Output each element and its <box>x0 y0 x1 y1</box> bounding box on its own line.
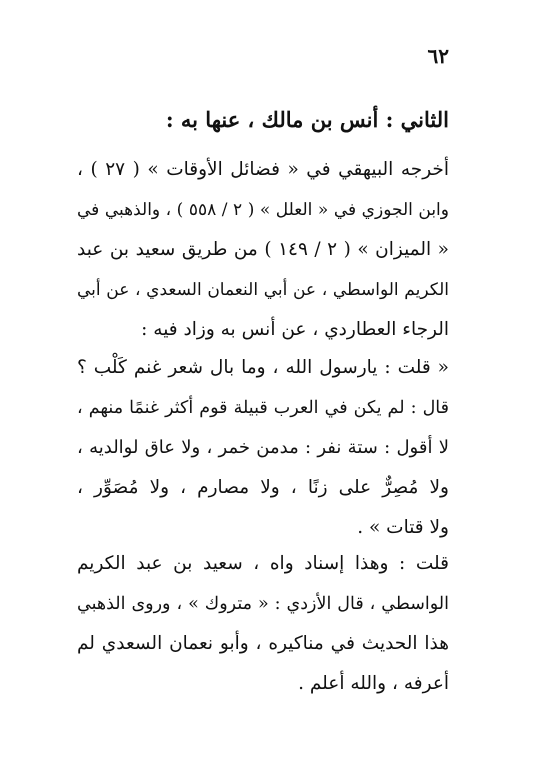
text-line: ولا مُصِرٌّ على زنًا ، ولا مصارم ، ولا مُصَوِّر ، <box>77 477 449 498</box>
text-line: وابن الجوزي في « العلل » ( ٢ / ٥٥٨ ) ، والذهبي في <box>77 200 449 220</box>
text-line: أعرفه ، والله أعلم . <box>298 673 449 694</box>
text-line: قلت : وهذا إسناد واه ، سعيد بن عبد الكريم <box>77 553 449 574</box>
text-line: « الميزان » ( ٢ / ١٤٩ ) من طريق سعيد بن عبد <box>77 239 449 260</box>
paragraph-commentary <box>77 544 449 704</box>
paragraph-sources <box>77 150 449 350</box>
text-line: « قلت : يارسول الله ، وما بال شعر غنم كَلْب ؟ <box>77 357 449 378</box>
text-line: الواسطي ، قال الأزدي : « متروك » ، وروى الذهبي <box>77 594 449 614</box>
text-line: الرجاء العطاردي ، عن أنس به وزاد فيه : <box>141 319 449 340</box>
text-line: قال : لم يكن في العرب قبيلة قوم أكثر غنمًا منهم ، <box>77 398 449 418</box>
section-heading: الثاني : أنس بن مالك ، عنها به : <box>165 107 449 132</box>
page-number: ٦٢ <box>427 44 449 68</box>
text-line: لا أقول : ستة نفر : مدمن خمر ، ولا عاق لوالديه ، <box>77 437 449 458</box>
text-line: أخرجه البيهقي في « فضائل الأوقات » ( ٢٧ ) ، <box>77 159 449 180</box>
text-line: الكريم الواسطي ، عن أبي النعمان السعدي ، عن أبي <box>77 280 449 300</box>
text-line: ولا قتات » . <box>357 517 449 538</box>
paragraph-hadith-text <box>77 348 449 548</box>
text-line: هذا الحديث في مناكيره ، وأبو نعمان السعدي لم <box>77 633 449 654</box>
